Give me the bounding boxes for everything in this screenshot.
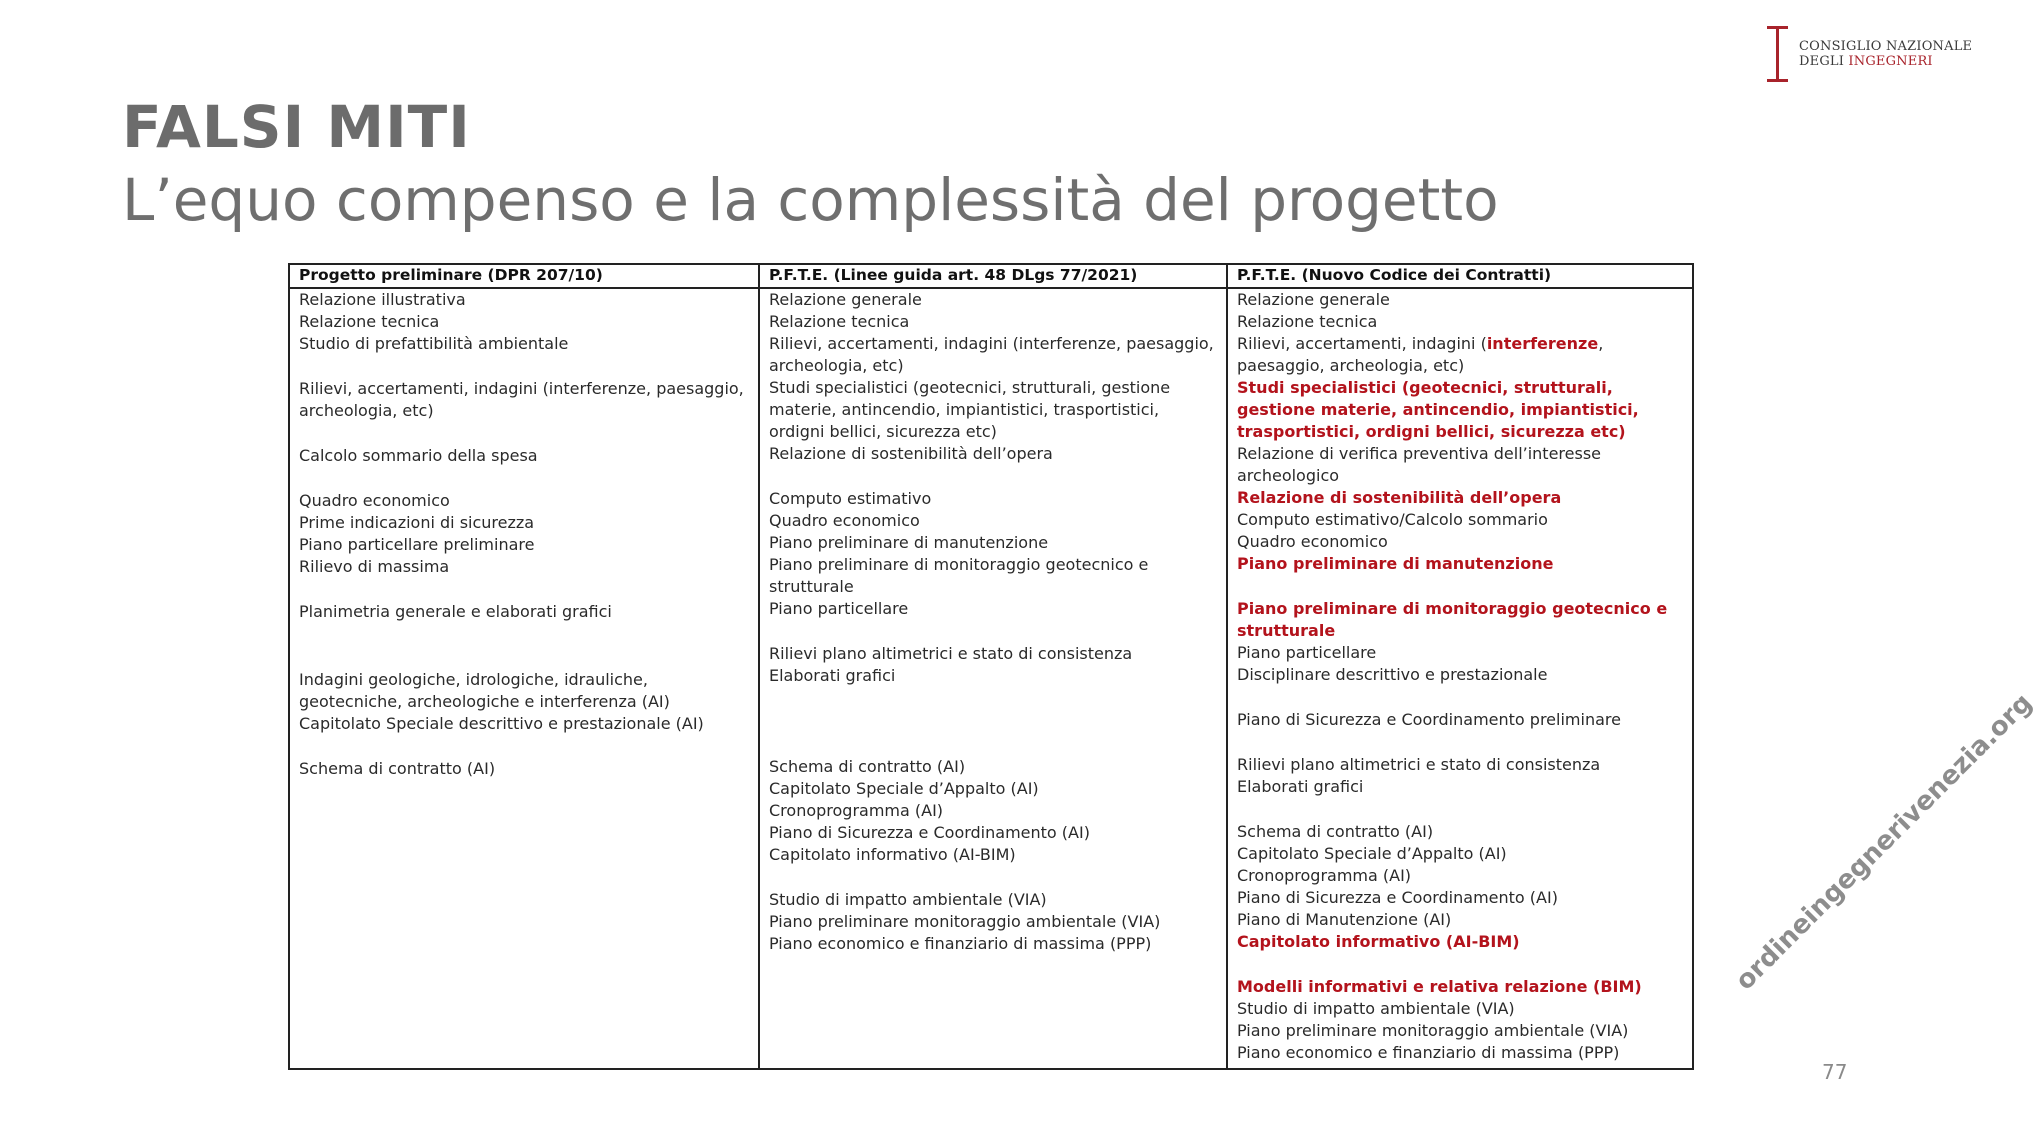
list-item: Piano preliminare di manutenzione	[769, 533, 1049, 552]
list-item: Piano di Manutenzione (AI)	[1237, 910, 1452, 929]
list-item: Relazione generale	[1237, 290, 1390, 309]
table-header-row	[289, 264, 1693, 288]
table-row	[289, 288, 1693, 1069]
list-item: Piano di Sicurezza e Coordinamento (AI)	[1237, 888, 1558, 907]
list-item: Studio di prefattibilità ambientale	[299, 334, 569, 353]
comparison-table	[288, 263, 1694, 1070]
list-item: Piano particellare	[769, 599, 909, 618]
list-item: Relazione di verifica preventiva dell’interesse archeologico	[1237, 444, 1602, 485]
list-item: Piano preliminare monitoraggio ambientale (VIA)	[1237, 1021, 1629, 1040]
list-item: Capitolato Speciale descrittivo e prestazionale (AI)	[299, 714, 704, 733]
list-item: Disciplinare descrittivo e prestazionale	[1237, 665, 1548, 684]
logo-text: CONSIGLIO NAZIONALE DEGLI INGEGNERI	[1799, 39, 1973, 69]
list-item: Relazione generale	[769, 290, 922, 309]
list-item: Piano particellare preliminare	[299, 535, 535, 554]
col-header-dpr: Progetto preliminare (DPR 207/10)	[289, 264, 759, 288]
list-item: Capitolato Speciale d’Appalto (AI)	[1237, 844, 1507, 863]
highlight-item: Capitolato informativo (AI-BIM)	[1237, 932, 1520, 951]
logo-mark-icon	[1776, 26, 1779, 82]
list-item: Capitolato Speciale d’Appalto (AI)	[769, 779, 1039, 798]
list-item: Piano economico e finanziario di massima (PPP)	[769, 934, 1152, 953]
column-nuovo-codice	[1227, 288, 1693, 1069]
highlight-item: Relazione di sostenibilità dell’opera	[1237, 488, 1562, 507]
list-item: Elaborati grafici	[1237, 777, 1364, 796]
page-subtitle: L’equo compenso e la complessità del progetto	[122, 166, 1499, 234]
list-item: Rilievi plano altimetrici e stato di consistenza	[1237, 755, 1601, 774]
list-item: Relazione di sostenibilità dell’opera	[769, 444, 1053, 463]
page-number: 77	[1822, 1060, 1848, 1084]
list-item: Computo estimativo/Calcolo sommario	[1237, 510, 1548, 529]
list-item: Indagini geologiche, idrologiche, idrauliche, geotecniche, archeologiche e interferenza (AI)	[299, 670, 670, 711]
list-item: Cronoprogramma (AI)	[1237, 866, 1412, 885]
list-item: Quadro economico	[299, 491, 450, 510]
list-item: Piano di Sicurezza e Coordinamento preliminare	[1237, 710, 1621, 729]
highlight-text: interferenze	[1486, 334, 1599, 353]
list-item: Relazione tecnica	[1237, 312, 1378, 331]
page-title: FALSI MITI	[122, 93, 471, 161]
list-item: Elaborati grafici	[769, 666, 896, 685]
cni-logo	[1776, 26, 1972, 82]
list-item: Relazione tecnica	[769, 312, 910, 331]
highlight-item: Modelli informativi e relativa relazione (BIM)	[1237, 977, 1642, 996]
list-item: Rilievi, accertamenti, indagini (interferenze, paesaggio, archeologia, etc)	[299, 379, 744, 420]
list-item: Studio di impatto ambientale (VIA)	[769, 890, 1047, 909]
list-item: Relazione illustrativa	[299, 290, 466, 309]
list-item: Schema di contratto (AI)	[1237, 822, 1434, 841]
list-item: Schema di contratto (AI)	[299, 759, 496, 778]
list-item: Studi specialistici (geotecnici, strutturali, gestione materie, antincendio, impiantistici, trasportistici, ordigni bellici, sicurezza etc)	[769, 378, 1171, 441]
list-item: Quadro economico	[769, 511, 920, 530]
list-item: Rilievo di massima	[299, 557, 450, 576]
list-item: Calcolo sommario della spesa	[299, 446, 538, 465]
list-item: Planimetria generale e elaborati grafici	[299, 602, 612, 621]
list-item: Rilievi, accertamenti, indagini (interferenze, paesaggio, archeologia, etc)	[769, 334, 1214, 375]
list-item: Capitolato informativo (AI-BIM)	[769, 845, 1016, 864]
list-item: Piano particellare	[1237, 643, 1377, 662]
list-item: Rilievi plano altimetrici e stato di consistenza	[769, 644, 1133, 663]
list-item: Piano economico e finanziario di massima (PPP)	[1237, 1043, 1620, 1062]
list-item: Cronoprogramma (AI)	[769, 801, 944, 820]
list-item: Rilievi, accertamenti, indagini (interferenze, paesaggio, archeologia, etc)	[1237, 334, 1604, 375]
col-header-linee-guida: P.F.T.E. (Linee guida art. 48 DLgs 77/2021)	[759, 264, 1227, 288]
list-item: Piano preliminare di monitoraggio geotecnico e strutturale	[769, 555, 1149, 596]
highlight-item: Piano preliminare di manutenzione	[1237, 554, 1554, 573]
list-item: Relazione tecnica	[299, 312, 440, 331]
list-item: Prime indicazioni di sicurezza	[299, 513, 535, 532]
list-item: Piano preliminare monitoraggio ambientale (VIA)	[769, 912, 1161, 931]
list-item: Quadro economico	[1237, 532, 1388, 551]
list-item: Studio di impatto ambientale (VIA)	[1237, 999, 1515, 1018]
list-item: Piano di Sicurezza e Coordinamento (AI)	[769, 823, 1090, 842]
column-dpr	[289, 288, 759, 1069]
watermark-url: ordineingegnerivenezia.org	[1730, 687, 2038, 997]
highlight-item: Piano preliminare di monitoraggio geotecnico e strutturale	[1237, 599, 1668, 640]
col-header-nuovo-codice: P.F.T.E. (Nuovo Codice dei Contratti)	[1227, 264, 1693, 288]
column-linee-guida	[759, 288, 1227, 1069]
list-item: Schema di contratto (AI)	[769, 757, 966, 776]
highlight-item: Studi specialistici (geotecnici, strutturali, gestione materie, antincendio, impiantistici, trasportistici, ordigni bellici, sicurezza etc)	[1237, 378, 1639, 441]
list-item: Computo estimativo	[769, 489, 932, 508]
